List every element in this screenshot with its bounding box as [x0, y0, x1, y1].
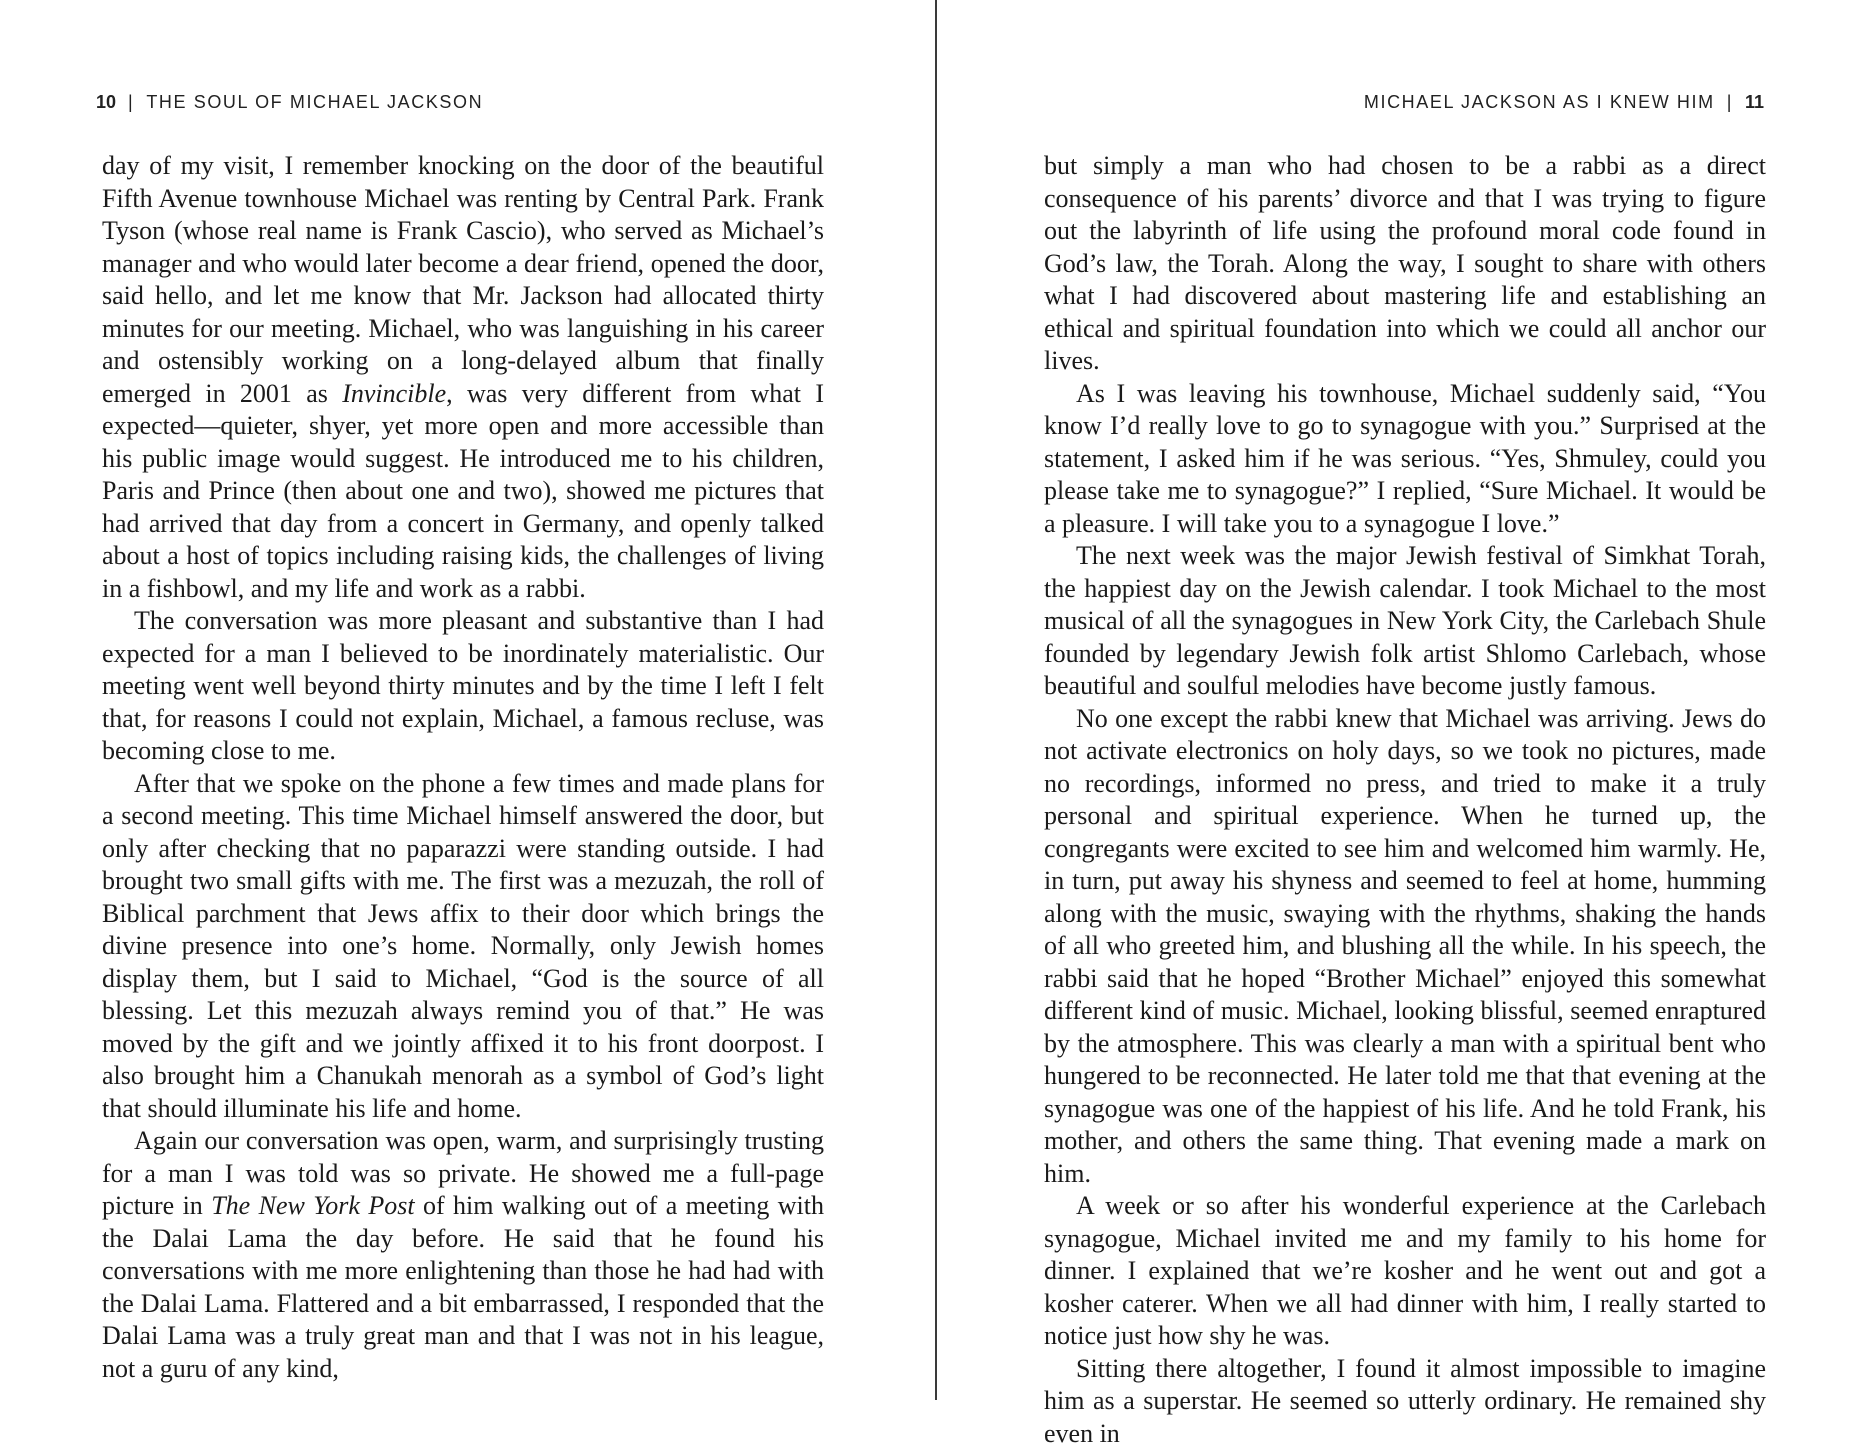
- text-segment: Sitting there altogether, I found it almost impossible to imagine him as a superstar. He seemed so utterly ordinary. He remained shy even in: [1044, 1354, 1766, 1448]
- left-running-header: [96, 92, 483, 113]
- text-segment: , was very different from what I expected—quieter, shyer, yet more open and more accessible than his public image would suggest. He introduced me to his children, Paris and Prince (then about one and two), showed me pictures that had arrived that day from a concert in Germany, and openly talked about a host of topics including raising kids, the challenges of living in a fishbowl, and my life and work as a rabbi.: [102, 379, 824, 603]
- italic-title: The New York Post: [211, 1191, 414, 1220]
- paragraph: [1044, 378, 1766, 541]
- text-segment: The conversation was more pleasant and substantive than I had expected for a man I believed to be inordinately materialistic. Our meeting went well beyond thirty minutes and by the time I left I felt that, for reasons I could not explain, Michael, a famous recluse, was becoming close to me.: [102, 606, 824, 765]
- paragraph: [1044, 1190, 1766, 1353]
- right-page-body: [1044, 150, 1766, 1450]
- left-running-head-title: THE SOUL OF MICHAEL JACKSON: [146, 92, 483, 112]
- text-segment: No one except the rabbi knew that Michael was arriving. Jews do not activate electronics on holy days, so we took no pictures, made no recordings, informed no press, and tried to make it a truly personal and spiritual experience. When he turned up, the congregants were excited to see him and welcomed him warmly. He, in turn, put away his shyness and seemed to feel at home, humming along with the music, swaying with the rhythms, shaking the hands of all who greeted him, and blushing all the while. In his speech, the rabbi said that he hoped “Brother Michael” enjoyed this somewhat different kind of music. Michael, looking blissful, seemed enraptured by the atmosphere. This was clearly a man with a spiritual bent who hungered to be reconnected. He later told me that that evening at the synagogue was one of the happiest of his life. And he told Frank, his mother, and others the same thing. That evening made a mark on him.: [1044, 704, 1766, 1188]
- right-page: [937, 0, 1866, 1400]
- text-segment: The next week was the major Jewish festival of Simkhat Torah, the happiest day on the Jewish calendar. I took Michael to the most musical of all the synagogues in New York City, the Carlebach Shule founded by legendary Jewish folk artist Shlomo Carlebach, whose beautiful and soulful melodies have become justly famous.: [1044, 541, 1766, 700]
- left-page-body: [102, 150, 824, 1385]
- paragraph: [102, 605, 824, 768]
- text-segment: As I was leaving his townhouse, Michael suddenly said, “You know I’d really love to go to synagogue with you.” Surprised at the statement, I asked him if he was serious. “Yes, Shmuley, could you please take me to synagogue?” I replied, “Sure Michael. It would be a pleasure. I will take you to a synagogue I love.”: [1044, 379, 1766, 538]
- right-running-header: [1364, 92, 1764, 113]
- text-segment: Again our conversation was open, warm, and surprisingly trusting for a man I was told was so private. He showed me a full-page picture in: [102, 1126, 824, 1220]
- paragraph: [102, 1125, 824, 1385]
- paragraph: [1044, 150, 1766, 378]
- text-segment: A week or so after his wonderful experience at the Carlebach synagogue, Michael invited me and my family to his home for dinner. I explained that we’re kosher and he went out and got a kosher caterer. When we all had dinner with him, I really started to notice just how shy he was.: [1044, 1191, 1766, 1350]
- paragraph: [102, 768, 824, 1126]
- text-segment: day of my visit, I remember knocking on the door of the beautiful Fifth Avenue townhouse Michael was renting by Central Park. Frank Tyson (whose real name is Frank Cascio), who served as Michael’s manager and who would later become a dear friend, opened the door, said hello, and let me know that Mr. Jackson had allocated thirty minutes for our meeting. Michael, who was languishing in his career and ostensibly working on a long-delayed album that finally emerged in 2001 as: [102, 151, 824, 408]
- italic-title: Invincible: [342, 379, 446, 408]
- left-page-number: 10: [96, 92, 116, 112]
- left-page: [0, 0, 935, 1400]
- text-segment: but simply a man who had chosen to be a rabbi as a direct consequence of his parents’ divorce and that I was trying to figure out the labyrinth of life using the profound moral code found in God’s law, the Torah. Along the way, I sought to share with others what I had discovered about mastering life and establishing an ethical and spiritual foundation into which we could all anchor our lives.: [1044, 151, 1766, 375]
- paragraph: [102, 150, 824, 605]
- text-segment: After that we spoke on the phone a few times and made plans for a second meeting. This time Michael himself answered the door, but only after checking that no paparazzi were standing outside. I had brought two small gifts with me. The first was a mezuzah, the roll of Biblical parchment that Jews affix to their door which brings the divine presence into one’s home. Normally, only Jewish homes display them, but I said to Michael, “God is the source of all blessing. Let this mezuzah always remind you of that.” He was moved by the gift and we jointly affixed it to his front doorpost. I also brought him a Chanukah menorah as a symbol of God’s light that should illuminate his life and home.: [102, 769, 824, 1123]
- paragraph: [1044, 1353, 1766, 1450]
- text-segment: of him walking out of a meeting with the Dalai Lama the day before. He said that he found his conversations with me more enlightening than those he had had with the Dalai Lama. Flattered and a bit embarrassed, I responded that the Dalai Lama was a truly great man and that I was not in his league, not a guru of any kind,: [102, 1191, 824, 1383]
- right-running-head-title: MICHAEL JACKSON AS I KNEW HIM: [1364, 92, 1715, 112]
- header-separator: |: [1727, 92, 1733, 112]
- paragraph: [1044, 703, 1766, 1191]
- paragraph: [1044, 540, 1766, 703]
- header-separator: |: [128, 92, 134, 112]
- right-page-number: 11: [1745, 92, 1764, 112]
